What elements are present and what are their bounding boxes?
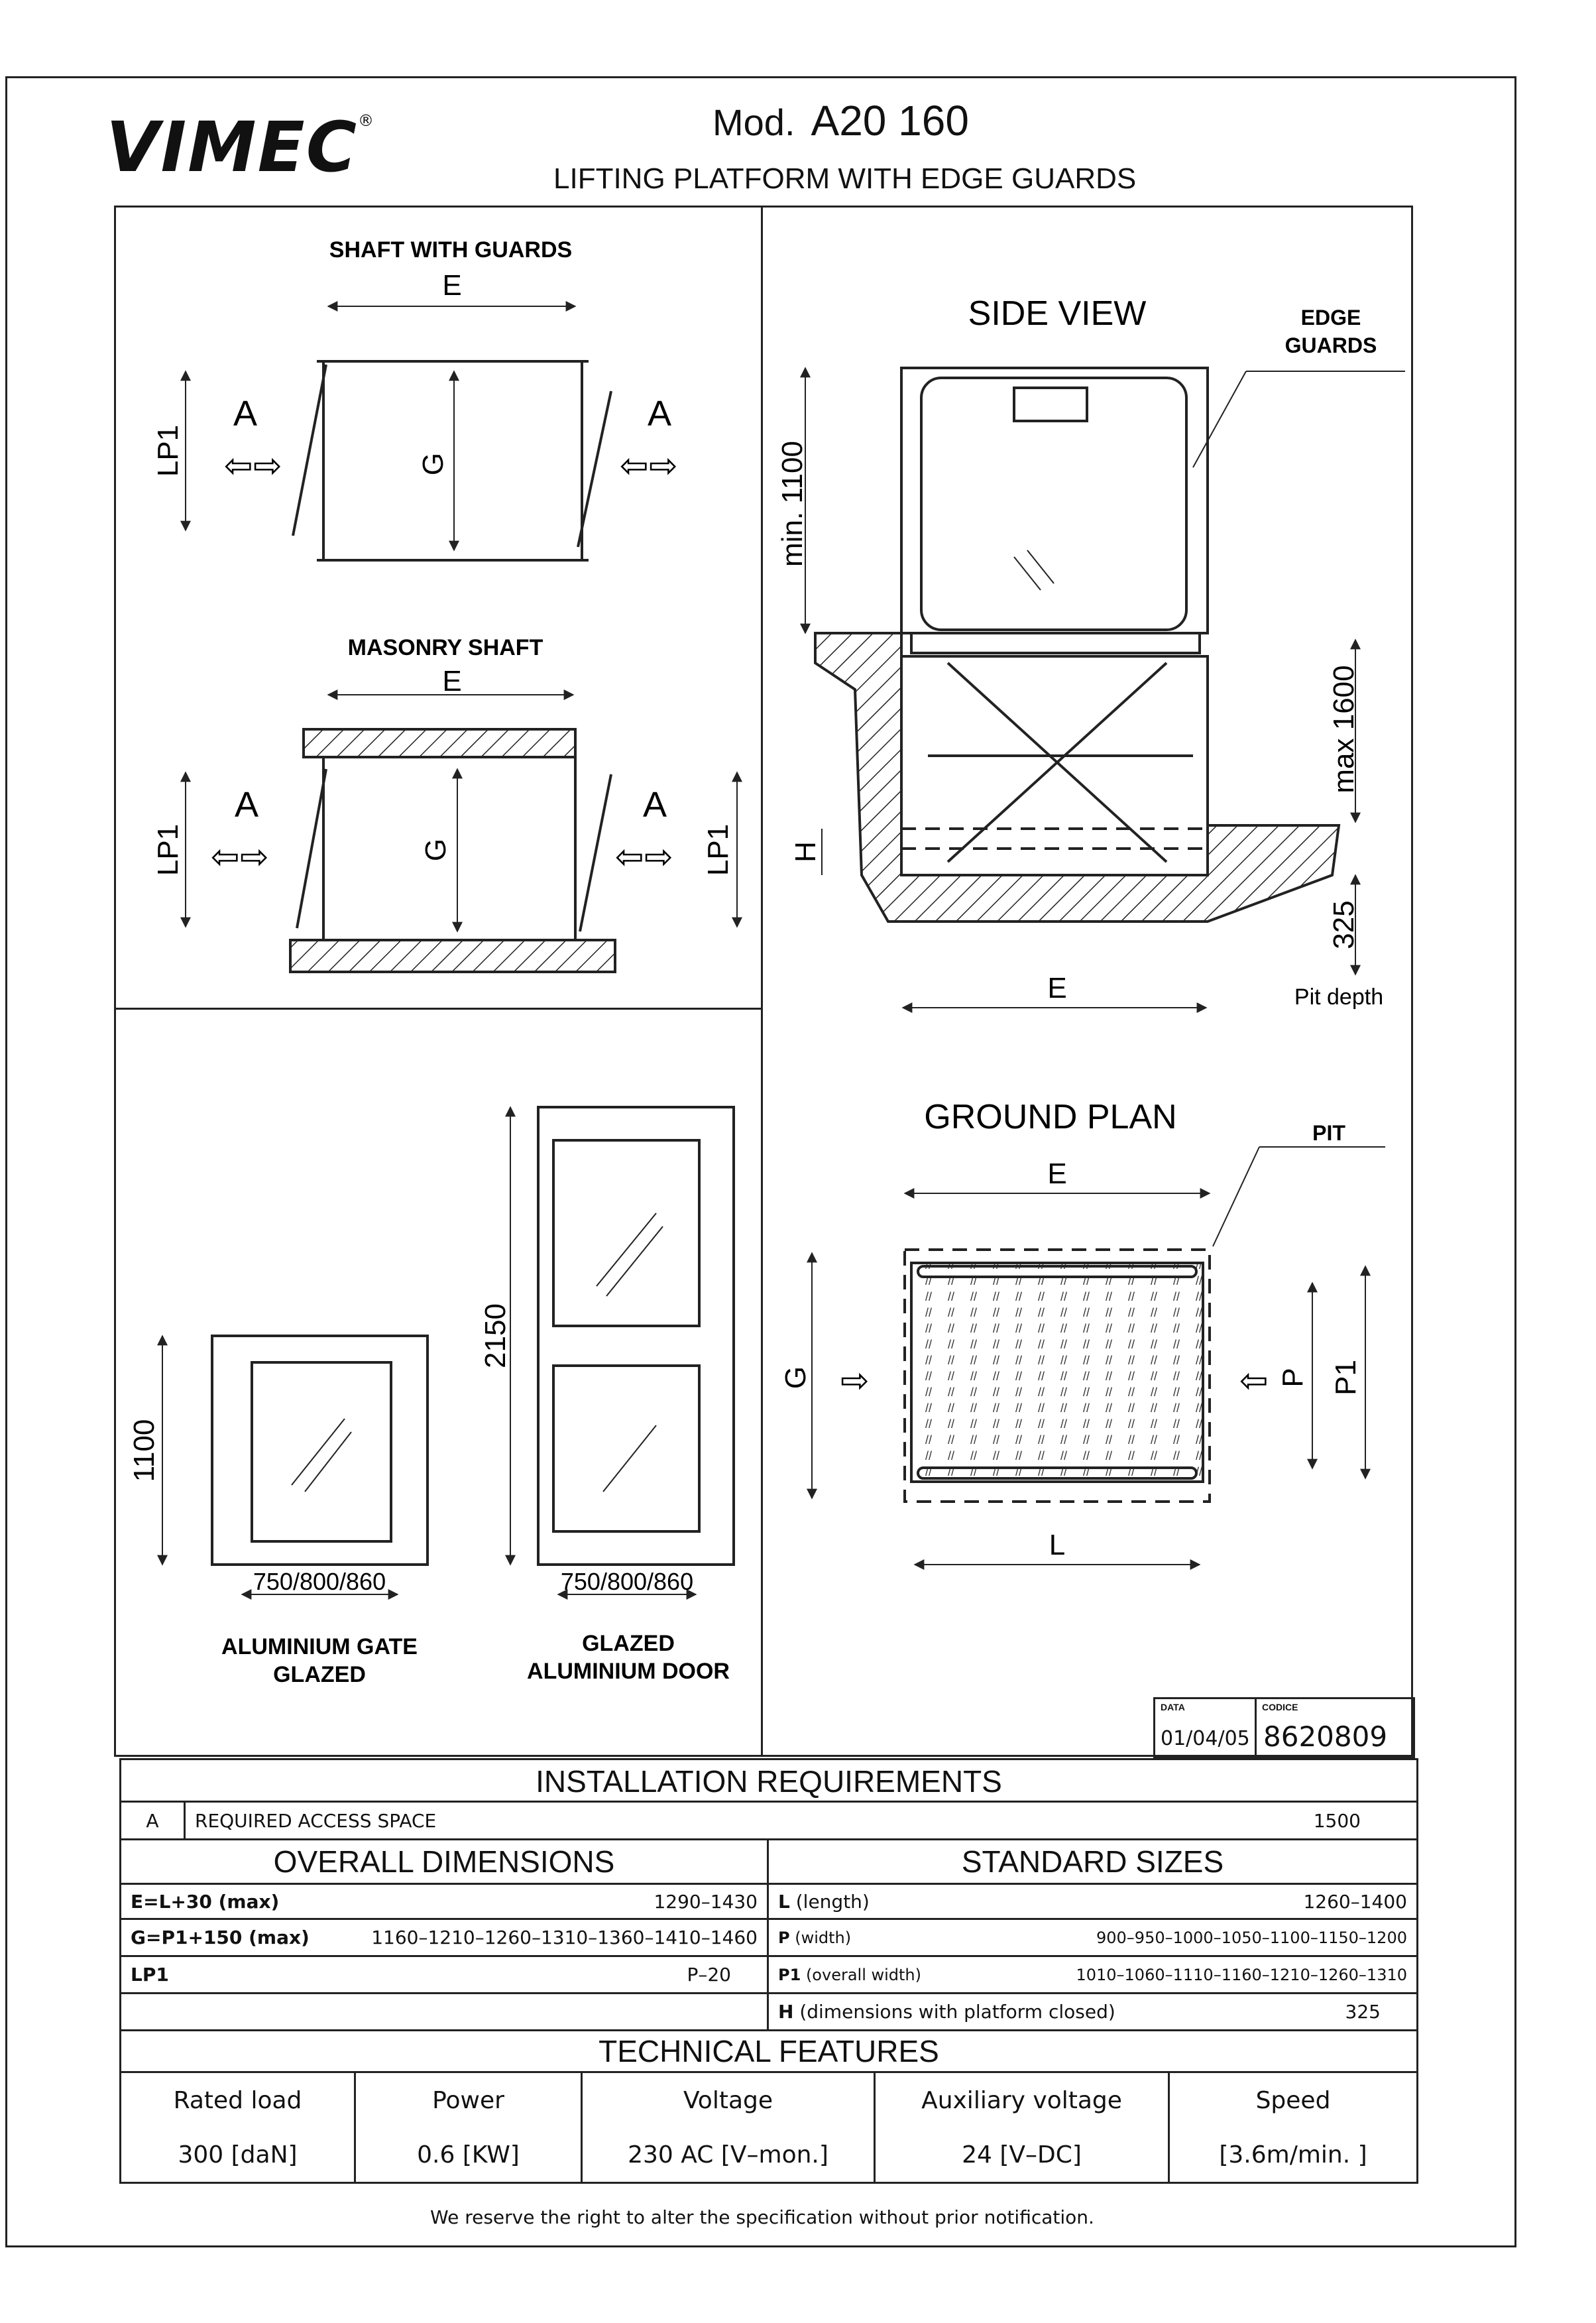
technical-heading: TECHNICAL FEATURES <box>119 2031 1418 2071</box>
date-label: DATA <box>1161 1702 1185 1712</box>
ground-plan-g: G <box>779 1366 812 1390</box>
arrow-left-icon: ⇦ <box>224 447 253 485</box>
shaft-guards-a-right: A <box>647 394 672 434</box>
arrow-right-icon: ⇨ <box>840 1362 870 1400</box>
masonry-shaft-title: MASONRY SHAFT <box>347 635 543 660</box>
arrow-left-icon: ⇦ <box>615 838 644 876</box>
aluminium-gate-drawing <box>162 1336 428 1594</box>
side-view-pit-height: 325 <box>1328 900 1360 949</box>
masonry-shaft-drawing <box>186 695 737 972</box>
masonry-g: G <box>420 838 452 862</box>
technical-features <box>119 2071 1418 2184</box>
code-label: CODICE <box>1262 1702 1298 1712</box>
side-view-min: min. 1100 <box>776 441 809 567</box>
tech-rated-load: Rated load 300 [daN] <box>119 2071 356 2184</box>
overall-row <box>119 1994 769 2031</box>
ground-plan-l: L <box>1049 1529 1066 1561</box>
ground-plan-title: GROUND PLAN <box>924 1098 1177 1136</box>
arrow-right-icon: ⇨ <box>240 838 269 876</box>
standard-row: L (length) 1260–1400 <box>769 1883 1418 1920</box>
standard-sizes <box>769 1883 1418 2031</box>
installation-heading: INSTALLATION REQUIREMENTS <box>119 1758 1418 1801</box>
arrow-left-icon: ⇦ <box>211 838 240 876</box>
overall-heading: OVERALL DIMENSIONS <box>119 1840 769 1883</box>
title-block <box>1153 1697 1415 1758</box>
arrow-right-icon: ⇨ <box>649 447 678 485</box>
document-subtitle: LIFTING PLATFORM WITH EDGE GUARDS <box>553 162 1137 195</box>
ground-plan-pit: PIT <box>1312 1121 1345 1145</box>
ground-plan-p1: P1 <box>1330 1360 1362 1396</box>
installation-value: 1500 <box>1313 1809 1361 1832</box>
tech-aux-voltage: Auxiliary voltage 24 [V–DC] <box>876 2071 1170 2184</box>
tech-voltage: Voltage 230 AC [V–mon.] <box>583 2071 876 2184</box>
side-view-e: E <box>1047 972 1067 1004</box>
ground-plan-drawing <box>812 1147 1385 1565</box>
arrow-left-icon: ⇦ <box>620 447 649 485</box>
dimensions-headings <box>119 1840 1418 1883</box>
door-width: 750/800/860 <box>560 1568 694 1595</box>
edge-guards-label: EDGE GUARDS <box>1284 306 1377 357</box>
glazed-door-drawing <box>510 1107 734 1594</box>
standard-row: P (width) 900–950–1000–1050–1100–1150–1200 <box>769 1920 1418 1957</box>
tech-power: Power 0.6 [KW] <box>356 2071 583 2184</box>
specification-tables <box>119 1758 1418 2184</box>
shaft-guards-title: SHAFT WITH GUARDS <box>329 237 573 263</box>
gate-width: 750/800/860 <box>253 1568 386 1595</box>
ground-plan-e: E <box>1047 1158 1067 1190</box>
shaft-guards-g: G <box>417 452 449 476</box>
side-view-drawing <box>805 368 1405 1008</box>
shaft-guards-a-left: A <box>233 394 258 434</box>
masonry-a-left: A <box>234 785 259 825</box>
vimec-logo: VIMEC® <box>106 107 376 188</box>
gate-height: 1100 <box>128 1419 160 1482</box>
dimensions-body <box>119 1883 1418 2031</box>
shaft-guards-e: E <box>442 269 462 302</box>
standard-row: P1 (overall width) 1010–1060–1110–1160–1210–1260–1310 <box>769 1957 1418 1994</box>
masonry-lp1-left: LP1 <box>152 823 184 876</box>
overall-row: G=P1+150 (max) 1160–1210–1260–1310–1360–1410–1460 <box>119 1920 769 1957</box>
date-cell <box>1155 1699 1257 1756</box>
gate-caption: ALUMINIUM GATE GLAZED <box>221 1634 418 1687</box>
code-cell <box>1257 1699 1413 1756</box>
installation-label: REQUIRED ACCESS SPACE <box>195 1809 437 1832</box>
masonry-lp1-right: LP1 <box>702 823 734 876</box>
installation-row <box>119 1801 1418 1840</box>
tech-speed: Speed [3.6m/min. ] <box>1170 2071 1418 2184</box>
overall-row: LP1 P–20 <box>119 1957 769 1994</box>
ground-plan-p: P <box>1277 1368 1309 1388</box>
model-title: Mod. A20 160 <box>712 97 969 145</box>
door-caption: GLAZED ALUMINIUM DOOR <box>527 1631 730 1684</box>
installation-key: A <box>119 1801 186 1840</box>
installation-label-cell <box>186 1801 1418 1840</box>
arrow-left-icon: ⇦ <box>1239 1362 1269 1400</box>
standard-heading: STANDARD SIZES <box>769 1840 1418 1883</box>
overall-dimensions <box>119 1883 769 2031</box>
door-height: 2150 <box>479 1303 512 1368</box>
masonry-a-right: A <box>642 785 667 825</box>
masonry-shaft-e: E <box>442 665 462 697</box>
footer-note: We reserve the right to alter the specification without prior notification. <box>430 2206 1094 2228</box>
side-view-title: SIDE VIEW <box>968 294 1147 333</box>
pit-depth-label: Pit depth <box>1294 984 1384 1010</box>
side-view-h: H <box>789 841 822 863</box>
shaft-guards-lp1: LP1 <box>152 424 184 477</box>
arrow-right-icon: ⇨ <box>253 447 282 485</box>
date-value: 01/04/05 <box>1161 1727 1250 1750</box>
side-view-max: max 1600 <box>1328 665 1360 794</box>
arrow-right-icon: ⇨ <box>644 838 673 876</box>
overall-row: E=L+30 (max) 1290–1430 <box>119 1883 769 1920</box>
code-value: 8620809 <box>1263 1720 1388 1753</box>
standard-row: H (dimensions with platform closed) 325 <box>769 1994 1418 2031</box>
